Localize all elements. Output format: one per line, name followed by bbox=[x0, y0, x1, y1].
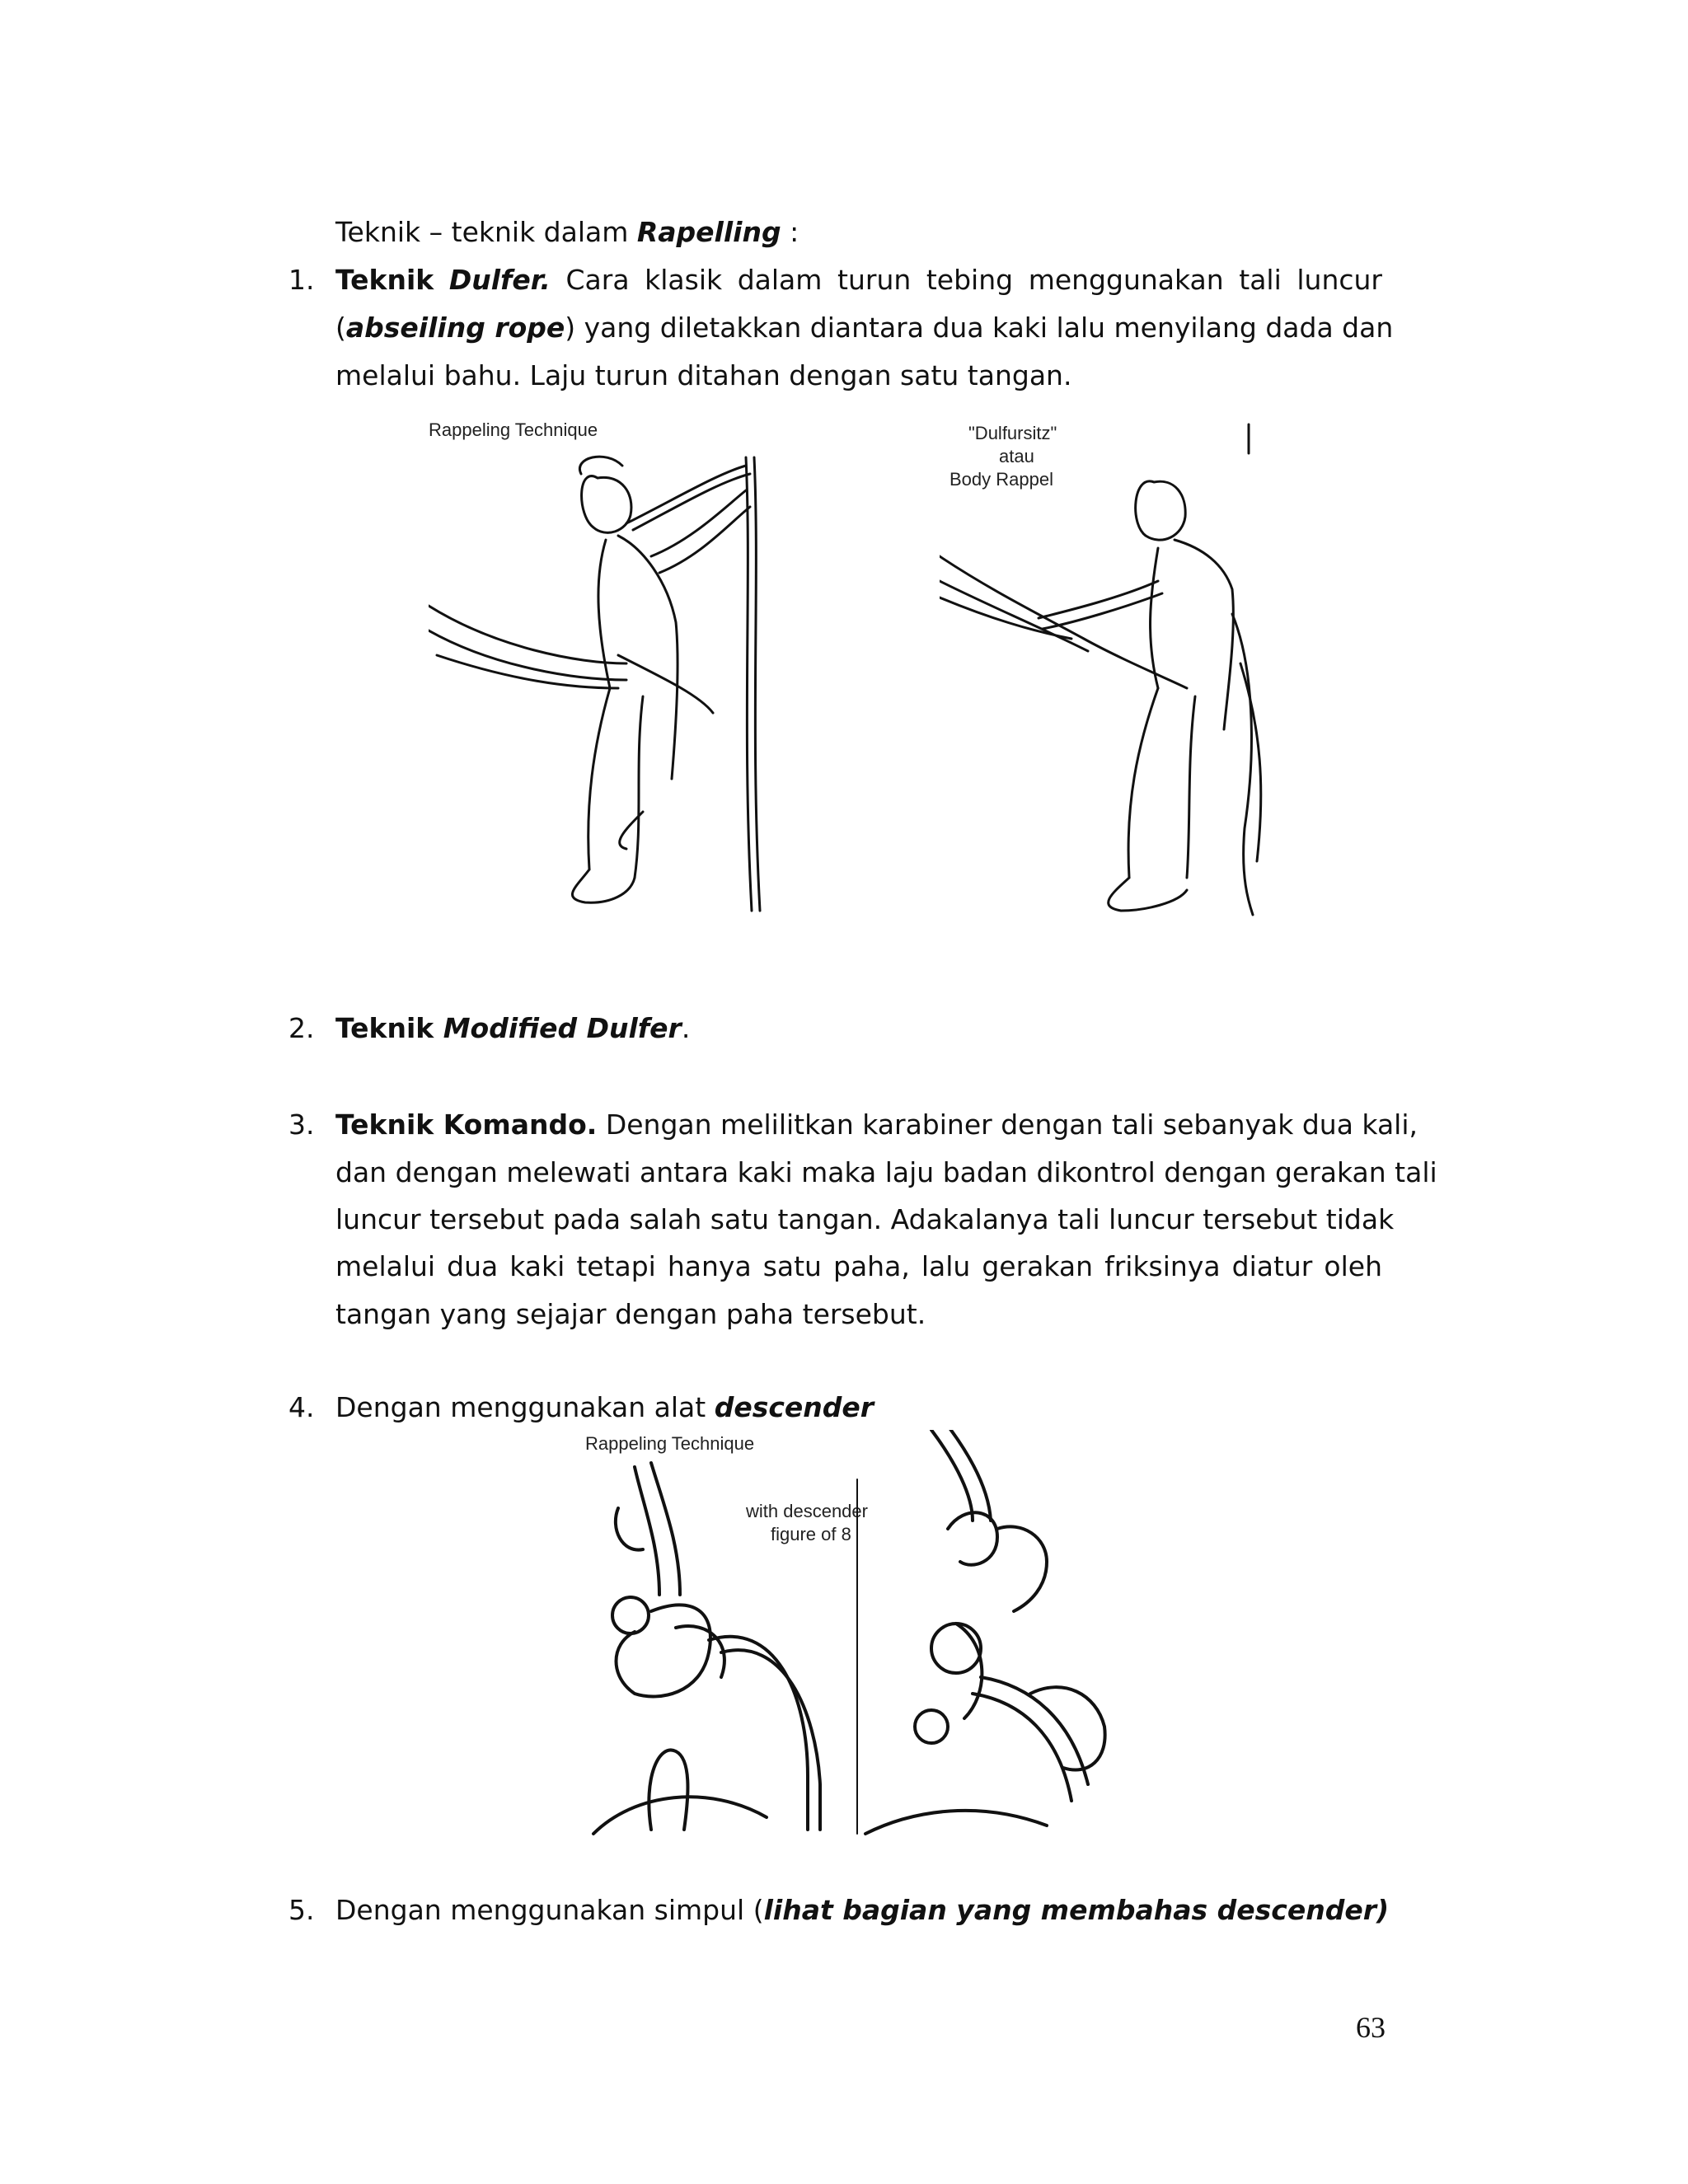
fig2-sub-caption-2: figure of 8 bbox=[771, 1524, 851, 1544]
page-number: 63 bbox=[1356, 2011, 1386, 2044]
item-1-text-3: melalui bahu. Laju turun ditahan dengan satu tangan. bbox=[335, 359, 1072, 391]
item-5-text: Dengan menggunakan simpul ( bbox=[335, 1894, 764, 1926]
item-1-term-2: abseiling rope bbox=[345, 312, 565, 344]
intro-prefix: Teknik – teknik dalam bbox=[335, 216, 637, 248]
item-1-paren-open: ( bbox=[335, 312, 346, 344]
fig1-left-caption: Rappeling Technique bbox=[429, 419, 598, 440]
intro-line bbox=[335, 216, 799, 249]
item-3-number: 3. bbox=[288, 1108, 315, 1141]
item-2-suffix: . bbox=[681, 1012, 691, 1044]
item-4-text: Dengan menggunakan alat bbox=[335, 1391, 715, 1423]
item-5-term: lihat bagian yang membahas descender) bbox=[763, 1894, 1390, 1926]
item-5-line bbox=[335, 1894, 1389, 1927]
item-3-line-4: melalui dua kaki tetapi hanya satu paha, lalu gerakan friksinya diatur oleh bbox=[335, 1250, 1382, 1282]
item-1-line-1 bbox=[335, 264, 1382, 297]
item-3-text-1: Dengan melilitkan karabiner dengan tali sebanyak dua kali, bbox=[605, 1108, 1418, 1141]
item-3-line-5: tangan yang sejajar dengan paha tersebut. bbox=[335, 1298, 926, 1330]
intro-suffix: : bbox=[781, 216, 799, 248]
item-1-line-3 bbox=[335, 359, 1071, 392]
item-4-term: descender bbox=[714, 1391, 874, 1423]
item-1-line-2 bbox=[335, 312, 1394, 344]
fig2-sub-caption-1: with descender bbox=[746, 1501, 868, 1521]
intro-term: Rapelling bbox=[636, 216, 781, 248]
item-1-text-2: ) yang diletakkan diantara dua kaki lalu menyilang dada dan bbox=[565, 312, 1394, 344]
item-1-text-1: Cara klasik dalam turun tebing menggunakan tali luncur bbox=[565, 264, 1382, 296]
item-3-line-1 bbox=[335, 1108, 1418, 1141]
item-4-line bbox=[335, 1391, 874, 1424]
item-5-number: 5. bbox=[288, 1894, 315, 1926]
figure-eight-descender-illustration bbox=[585, 1430, 1129, 1842]
item-2-term: Modified Dulfer bbox=[443, 1012, 682, 1044]
fig2-caption: Rappeling Technique bbox=[585, 1433, 755, 1454]
fig1-right-caption-1: "Dulfursitz" bbox=[968, 423, 1057, 443]
item-1-term: Dulfer. bbox=[448, 264, 551, 296]
body-rappel-illustration bbox=[940, 416, 1286, 919]
item-1-number: 1. bbox=[288, 264, 315, 296]
rappel-figure-illustration bbox=[429, 416, 791, 919]
item-2-number: 2. bbox=[288, 1012, 315, 1044]
item-4-number: 4. bbox=[288, 1391, 315, 1423]
item-3-label: Teknik Komando. bbox=[335, 1108, 598, 1141]
item-1-label: Teknik bbox=[335, 264, 434, 296]
item-2-line bbox=[335, 1012, 690, 1045]
item-3-line-3: luncur tersebut pada salah satu tangan. Adakalanya tali luncur tersebut tidak bbox=[335, 1203, 1395, 1235]
item-2-label: Teknik bbox=[335, 1012, 443, 1044]
item-3-line-2: dan dengan melewati antara kaki maka laju badan dikontrol dengan gerakan tali bbox=[335, 1156, 1437, 1188]
fig1-right-caption-3: Body Rappel bbox=[950, 469, 1053, 490]
fig1-right-caption-2: atau bbox=[999, 446, 1034, 466]
